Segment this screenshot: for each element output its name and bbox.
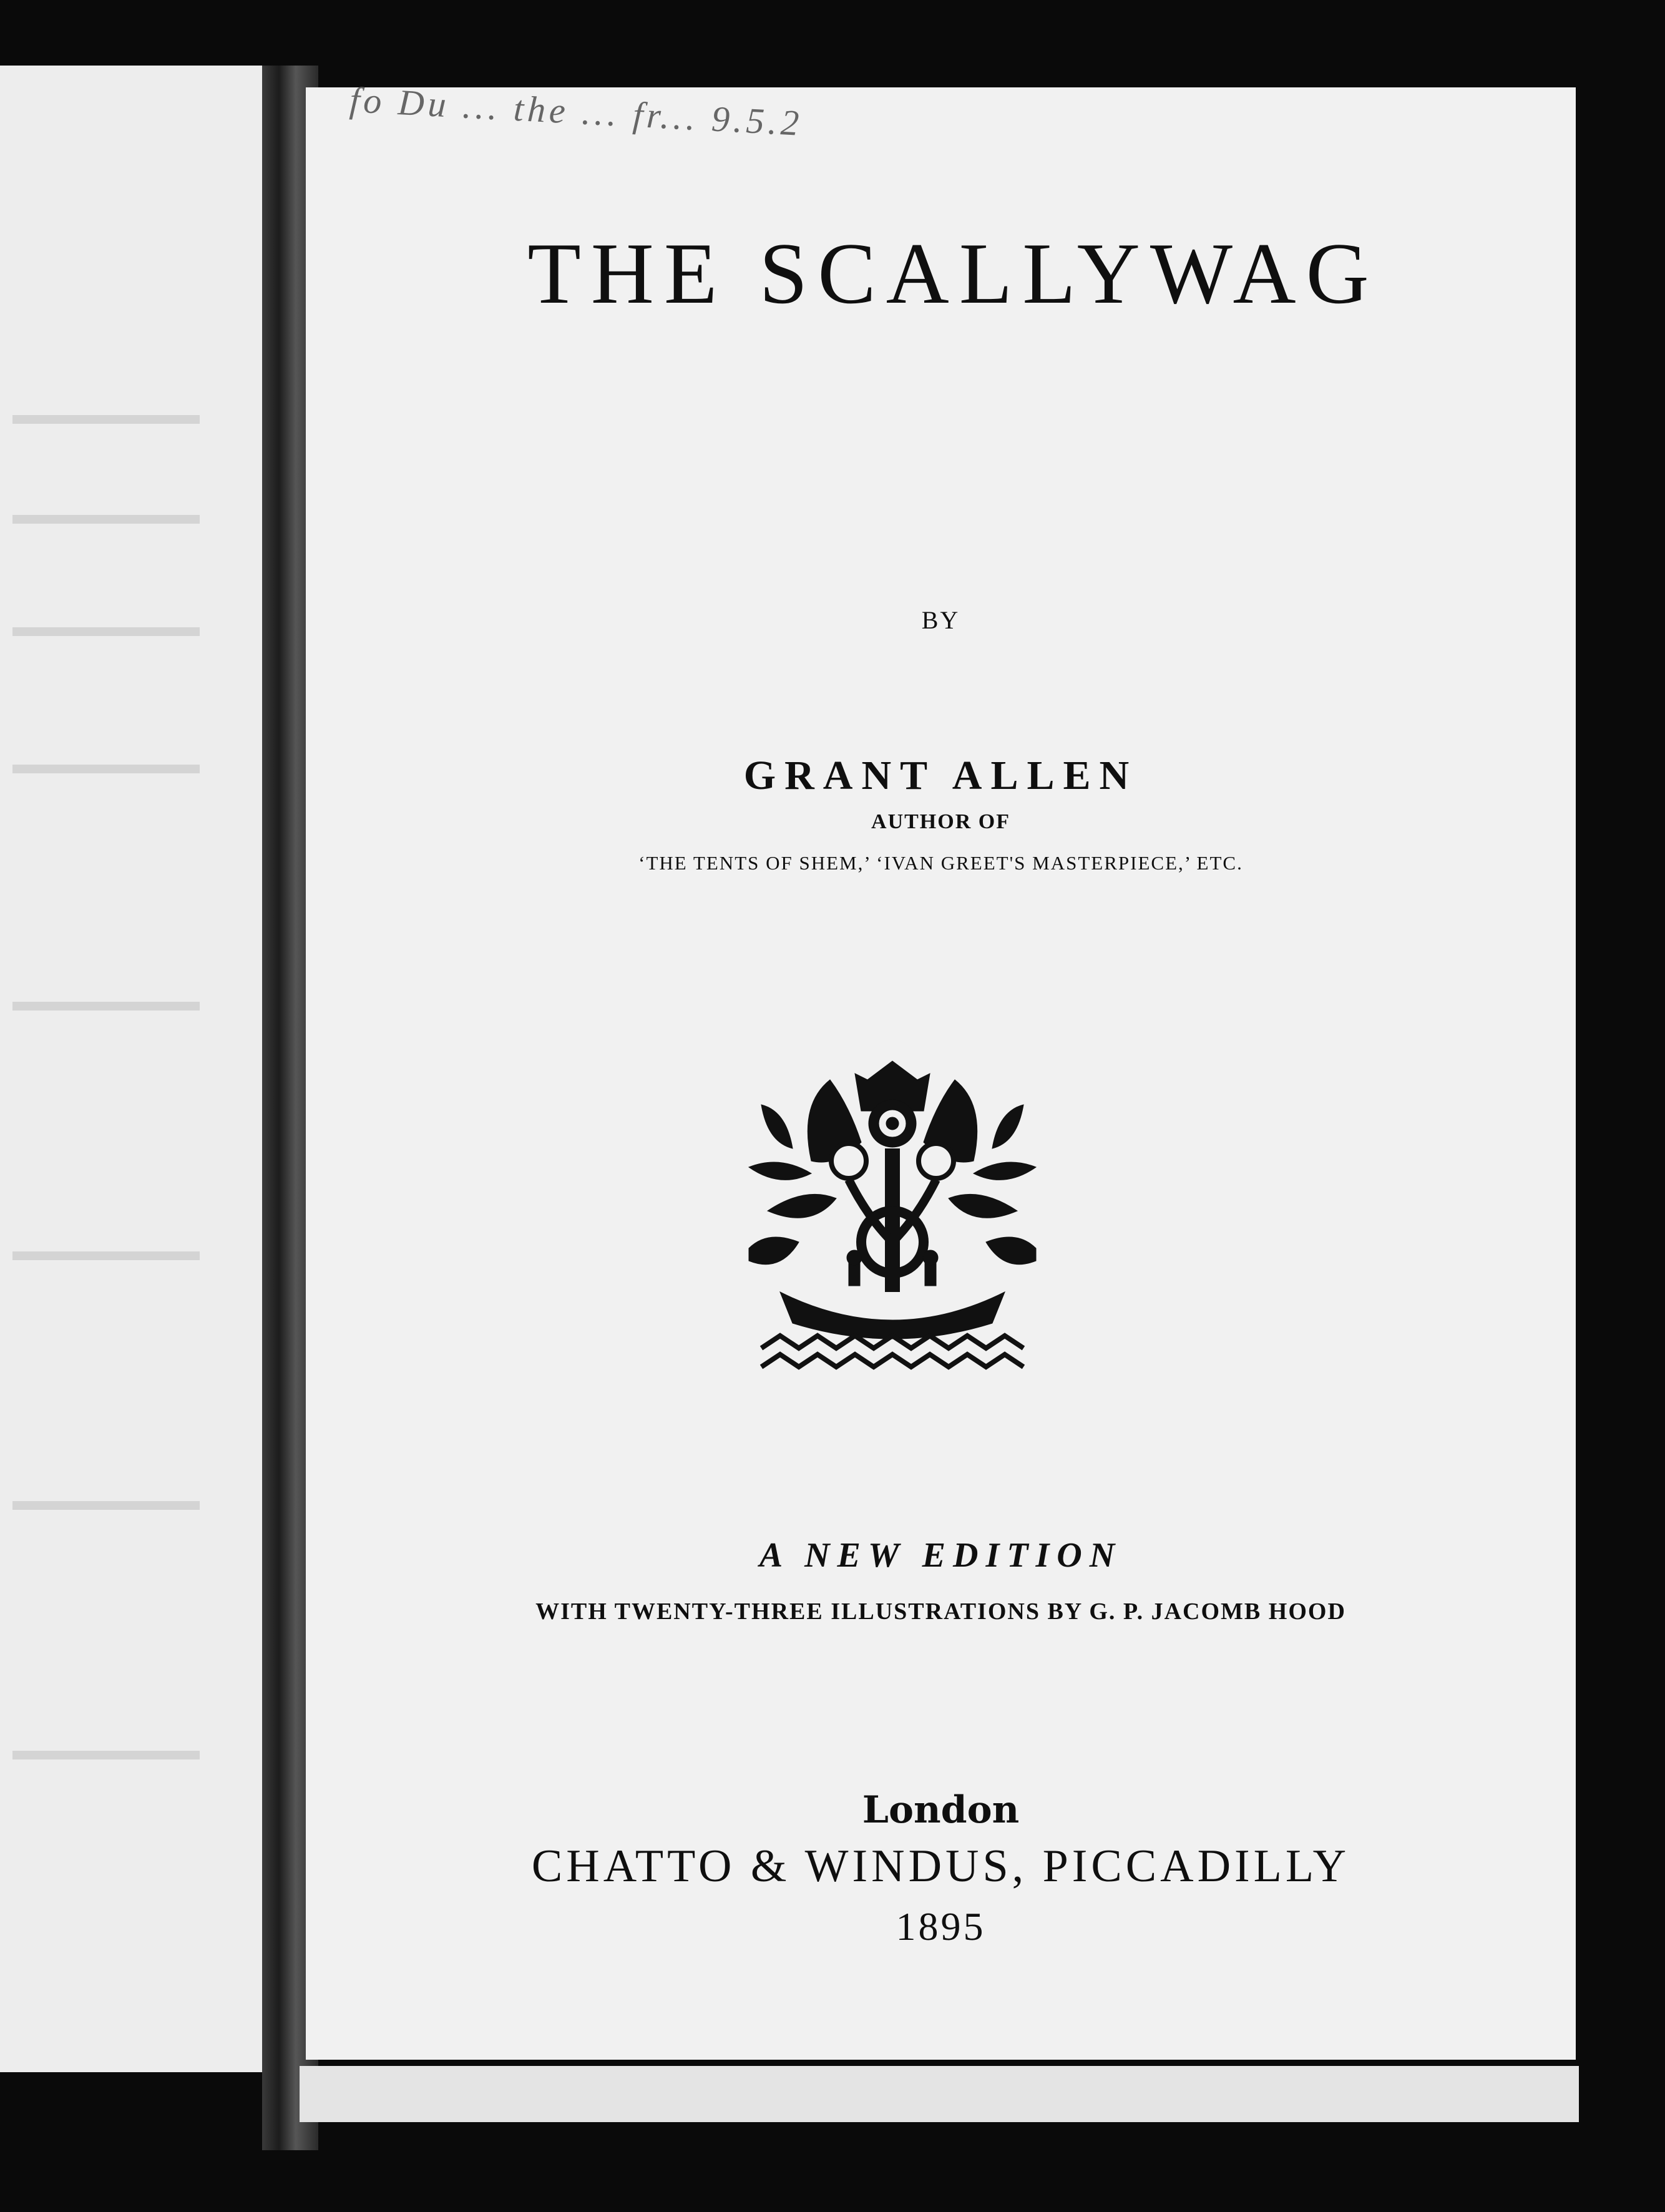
bleed-through-text: [12, 765, 200, 773]
page-edge: [300, 2066, 1579, 2122]
bleed-through-text: [12, 1751, 200, 1759]
illustrations-credit: WITH TWENTY-THREE ILLUSTRATIONS BY G. P. JACOMB HOOD: [535, 1598, 1346, 1625]
publisher-ornament-icon: [743, 1055, 1042, 1379]
author-name: GRANT ALLEN: [743, 753, 1138, 798]
bleed-through-text: [12, 415, 200, 424]
other-works: ‘THE TENTS OF SHEM,’ ‘IVAN GREET'S MASTERPIECE,’ ETC.: [638, 852, 1243, 874]
title-page: [306, 79, 1576, 2060]
imprint-publisher: CHATTO & WINDUS, PICCADILLY: [531, 1841, 1350, 1892]
by-label: BY: [921, 606, 960, 634]
author-of-label: AUTHOR OF: [871, 810, 1010, 833]
handwritten-note: fo Du ... the ... fr... 9.5.2: [348, 79, 804, 144]
bleed-through-text: [12, 1002, 200, 1011]
book-title: THE SCALLYWAG: [527, 225, 1379, 322]
facing-page: [0, 66, 262, 2072]
imprint-year: 1895: [896, 1904, 986, 1949]
bleed-through-text: [12, 627, 200, 636]
imprint-city: London: [862, 1788, 1020, 1832]
bleed-through-text: [12, 1251, 200, 1260]
bleed-through-text: [12, 515, 200, 524]
bleed-through-text: [12, 1501, 200, 1510]
edition-statement: A NEW EDITION: [759, 1536, 1123, 1575]
